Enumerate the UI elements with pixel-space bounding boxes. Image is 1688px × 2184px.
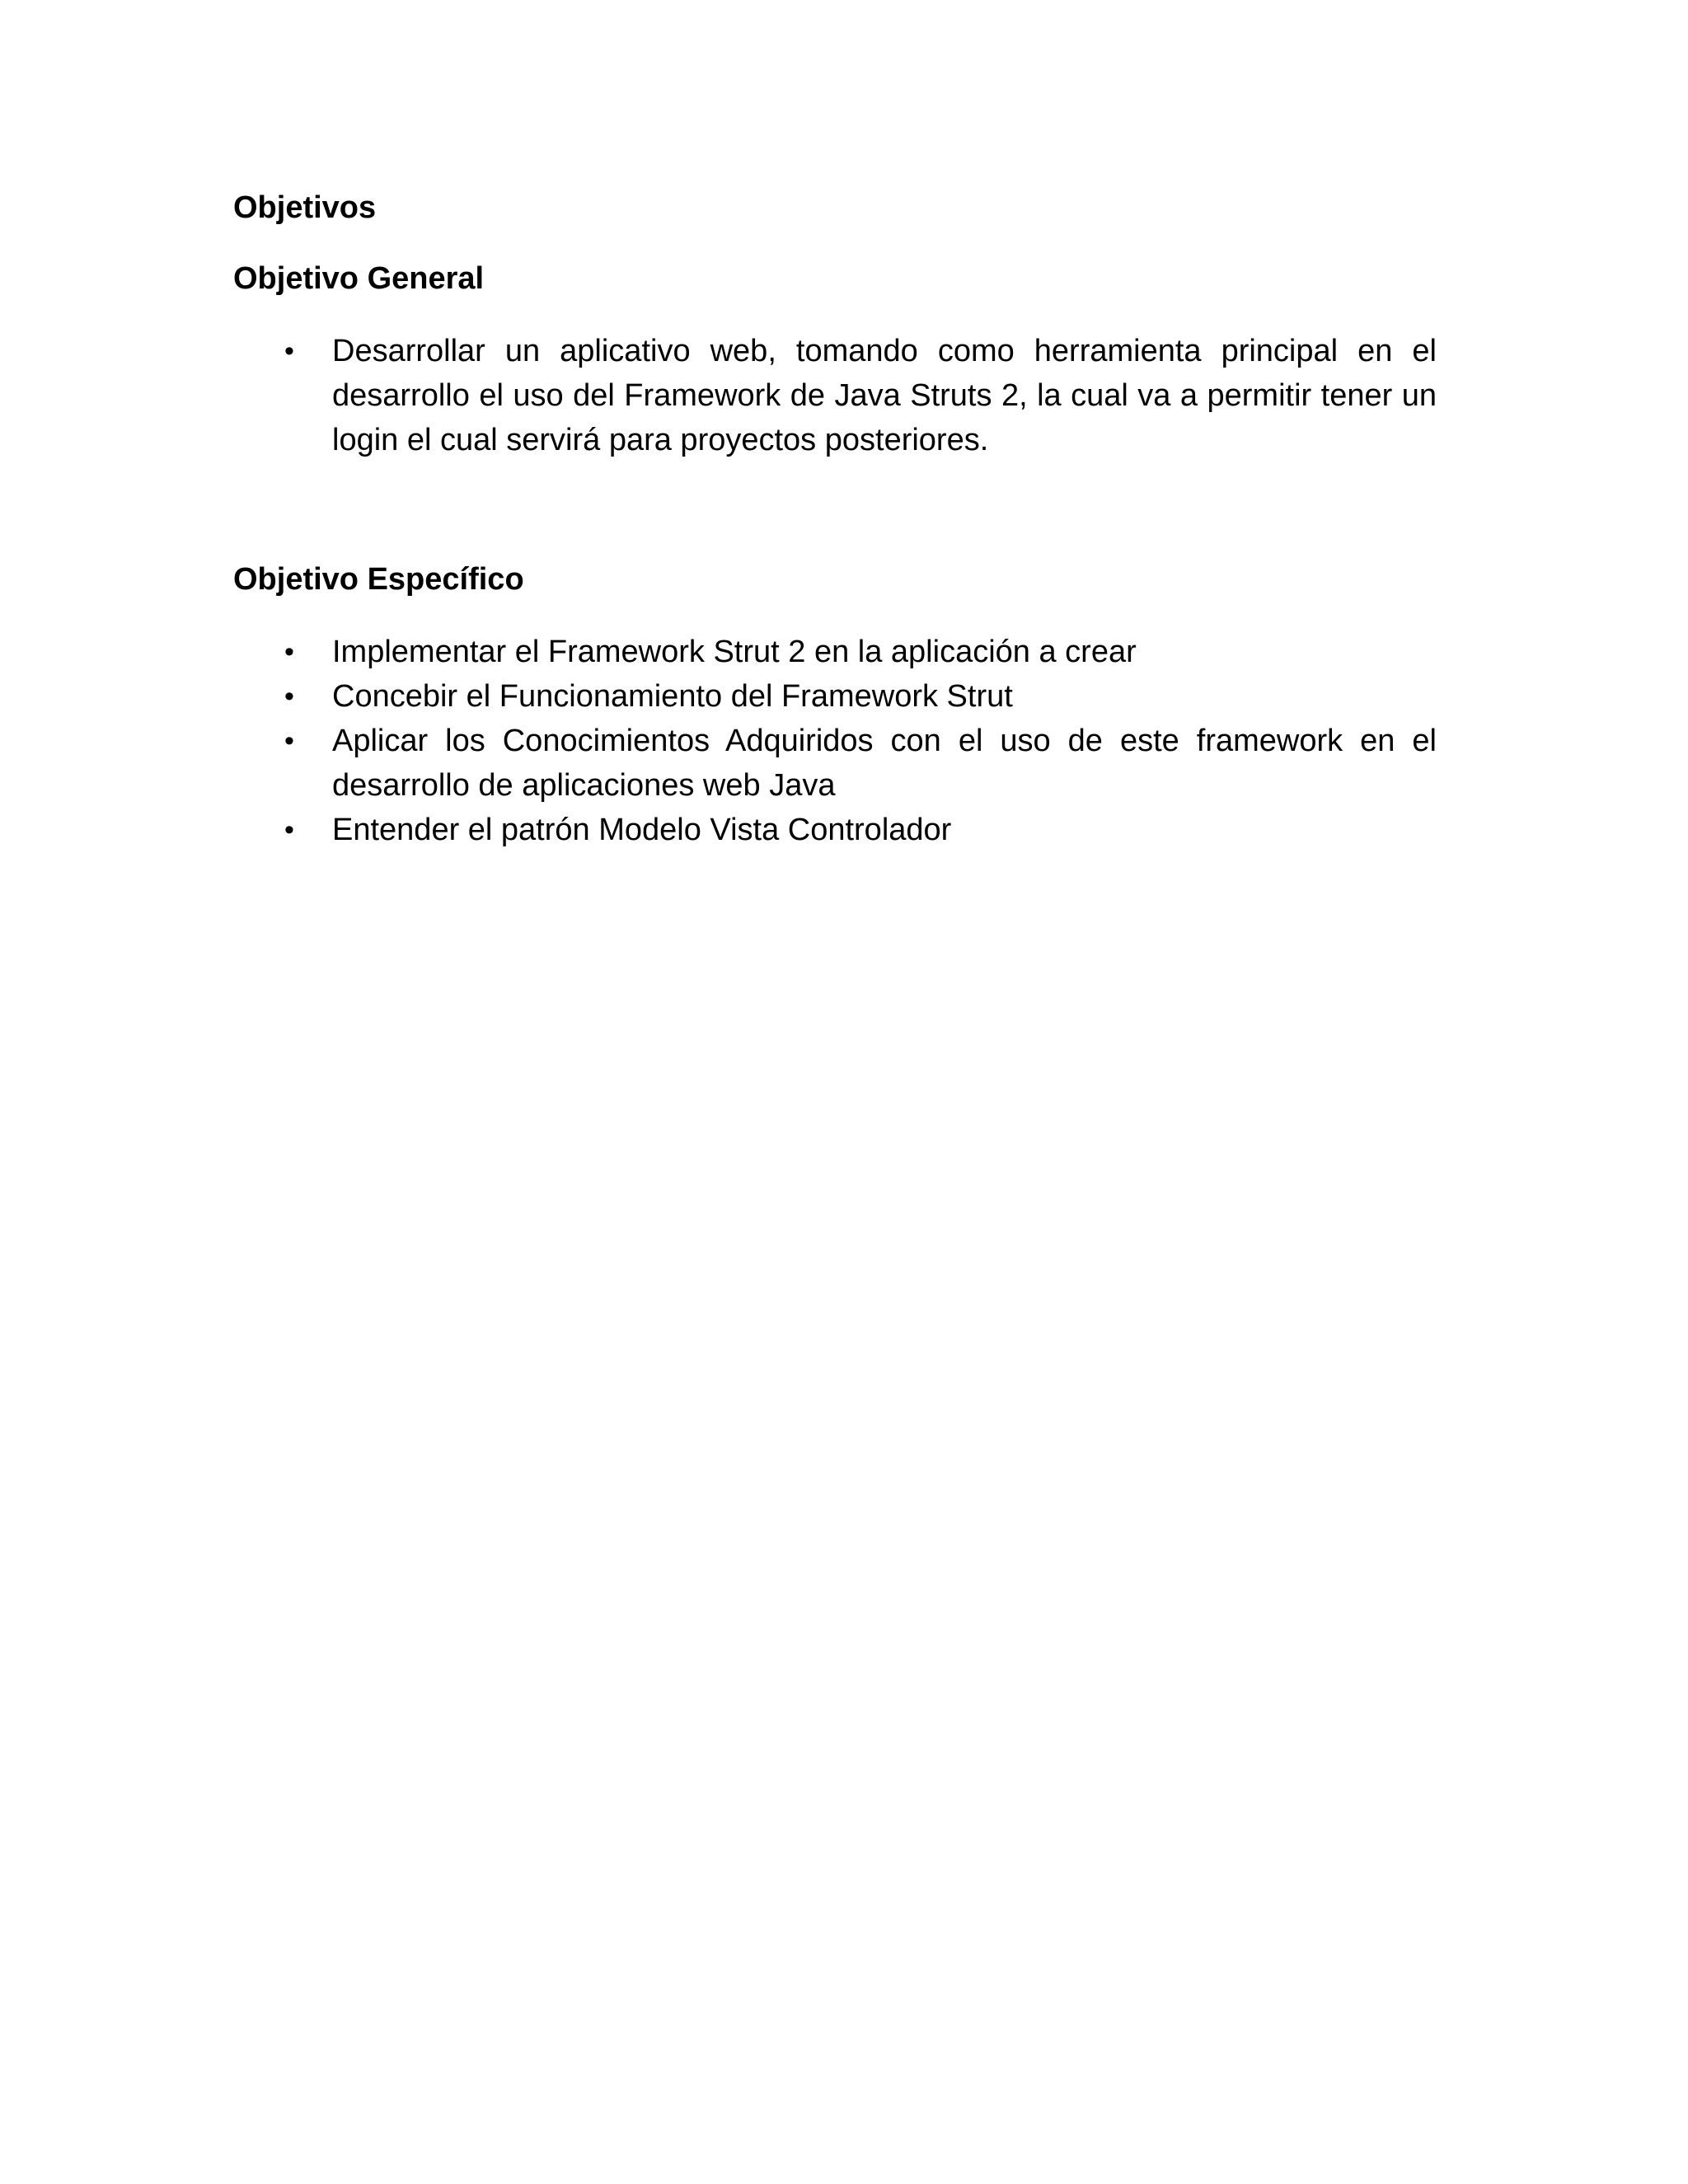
- list-item: [233, 329, 1437, 462]
- general-objectives-list: [233, 329, 1437, 462]
- document-content: [233, 188, 1437, 852]
- list-item: [233, 674, 1437, 719]
- heading-objetivos: Objetivos: [233, 190, 377, 225]
- list-item-text: Concebir el Funcionamiento del Framework Strut: [332, 679, 1013, 714]
- bullet-icon: •: [284, 681, 294, 712]
- bullet-icon: •: [284, 725, 294, 757]
- specific-objectives-list: [233, 630, 1437, 852]
- list-item: [233, 808, 1437, 852]
- list-item-text: Desarrollar un aplicativo web, tomando como herramienta principal en el desarrollo el uso del Framework de Java Struts 2, la cual va a permitir tener un login el cual servirá para proyectos posteriores.: [332, 334, 1437, 457]
- heading-objetivo-general: Objetivo General: [233, 261, 485, 296]
- bullet-icon: •: [284, 814, 294, 846]
- list-item-text: Implementar el Framework Strut 2 en la aplicación a crear: [332, 635, 1137, 669]
- heading-objetivo-especifico: Objetivo Específico: [233, 562, 524, 597]
- list-item: [233, 719, 1437, 808]
- bullet-icon: •: [284, 636, 294, 668]
- list-item-text: Entender el patrón Modelo Vista Controlador: [332, 813, 952, 847]
- list-item-text: Aplicar los Conocimientos Adquiridos con el uso de este framework en el desarrollo de aplicaciones web Java: [332, 724, 1437, 803]
- bullet-icon: •: [284, 335, 294, 367]
- list-item: [233, 630, 1437, 674]
